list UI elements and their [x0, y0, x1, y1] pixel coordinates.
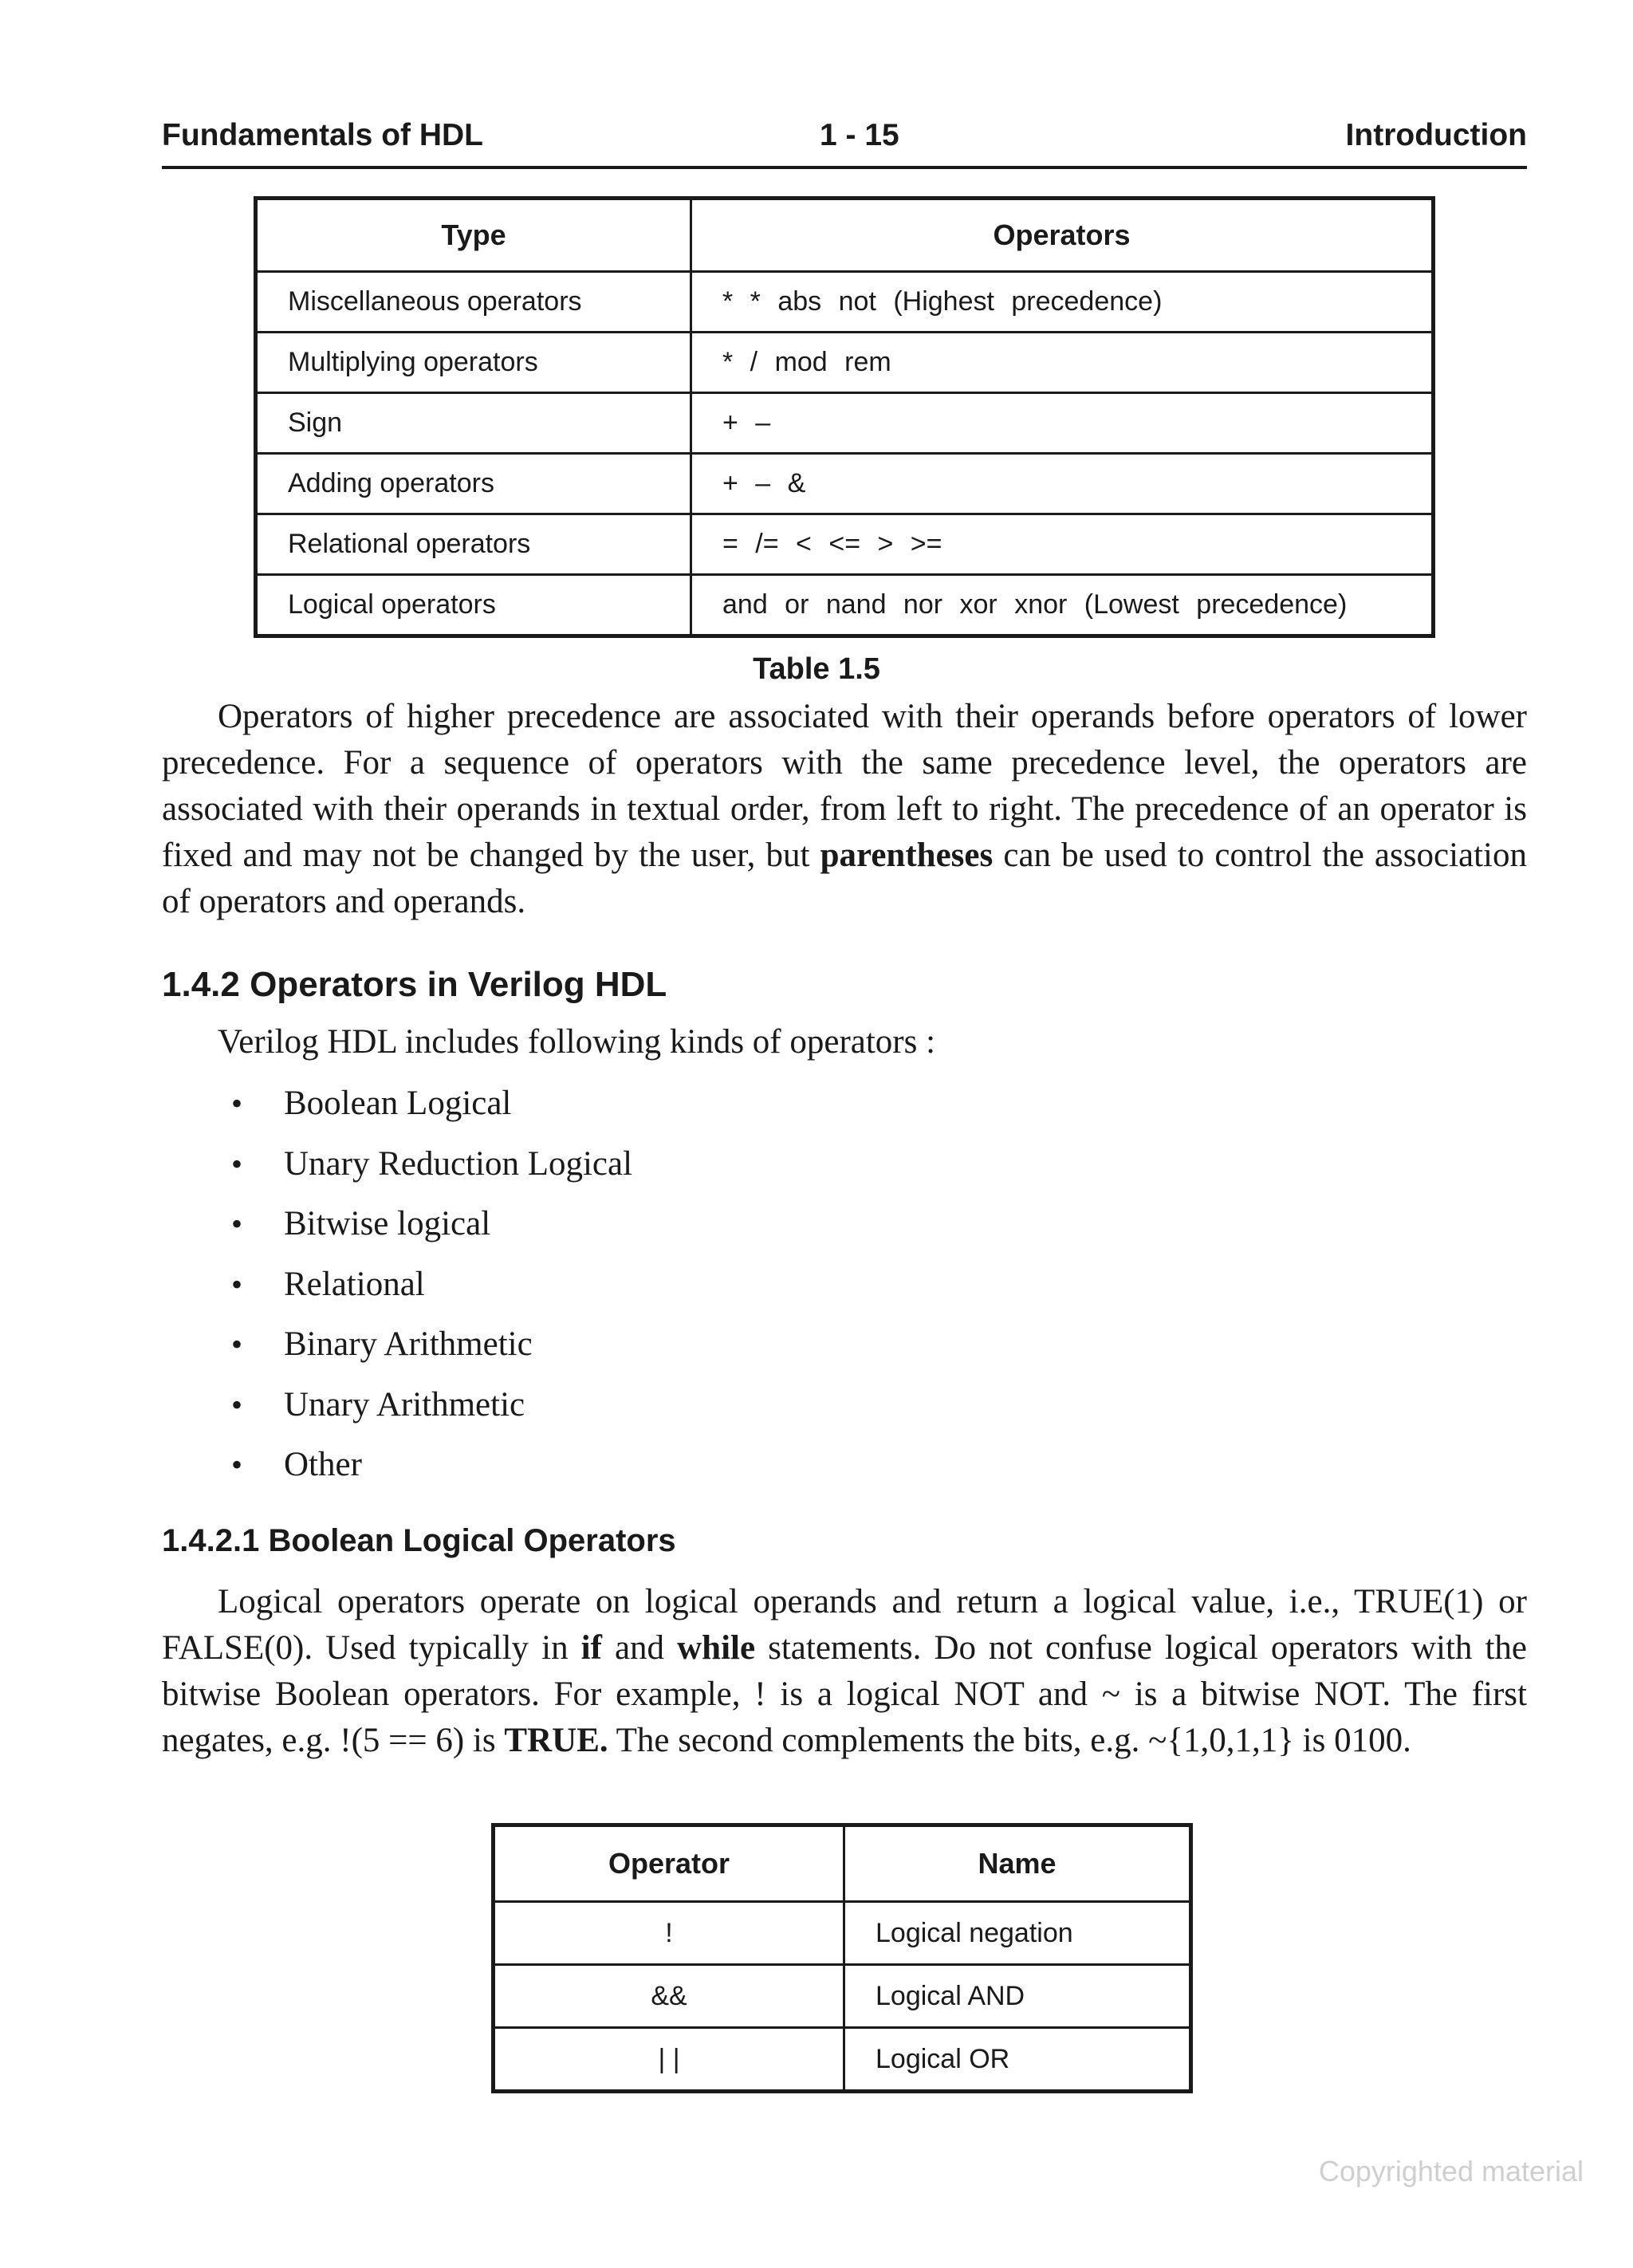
type-cell: Adding operators	[256, 454, 691, 514]
type-cell: Multiplying operators	[256, 333, 691, 393]
paragraph-text: and	[601, 1629, 678, 1667]
operators-cell: + –	[691, 393, 1434, 454]
operators-cell: + – &	[691, 454, 1434, 514]
list-item-label: Bitwise logical	[284, 1205, 491, 1242]
bullet-icon: •	[231, 1206, 243, 1242]
type-cell: Sign	[256, 393, 691, 454]
keyword-true: TRUE.	[504, 1722, 608, 1759]
table-header-row	[256, 199, 1434, 272]
column-header-name: Name	[844, 1825, 1191, 1902]
type-cell: Miscellaneous operators	[256, 272, 691, 333]
column-header-operator: Operator	[494, 1825, 844, 1902]
list-item	[231, 1321, 632, 1382]
table-row	[494, 1902, 1191, 1965]
header-book-title: Fundamentals of HDL	[162, 118, 484, 152]
list-item-label: Binary Arithmetic	[284, 1325, 533, 1363]
table-caption: Table 1.5	[753, 652, 880, 686]
table-row	[494, 2028, 1191, 2092]
column-header-operators: Operators	[691, 199, 1434, 272]
list-item	[231, 1081, 632, 1141]
operator-cell: | |	[494, 2028, 844, 2092]
operator-kinds-list	[231, 1081, 632, 1502]
logical-operators-table	[491, 1823, 1193, 2093]
boolean-operators-paragraph	[162, 1579, 1527, 1764]
table-row	[256, 514, 1434, 575]
operators-cell: and or nand nor xor xnor (Lowest precedence)	[691, 575, 1434, 636]
paragraph-text: The second complements the bits, e.g. ~{1,0,1,1} is 0100.	[608, 1722, 1411, 1759]
paragraph-bold-term: parentheses	[820, 837, 994, 874]
list-item	[231, 1262, 632, 1322]
column-header-type: Type	[256, 199, 691, 272]
type-cell: Relational operators	[256, 514, 691, 575]
list-item-label: Boolean Logical	[284, 1085, 512, 1122]
paragraph-text: statements. Do not confuse logical operators with the bitwise Boolean operators. For example, ! is a logical NOT and ~ is a bitwise NOT. The first negates, e.g. !(5 == 6) is	[162, 1629, 1527, 1759]
table-row	[256, 272, 1434, 333]
operator-cell: !	[494, 1902, 844, 1965]
header-page-number: 1 - 15	[820, 118, 899, 152]
list-item-label: Unary Arithmetic	[284, 1385, 525, 1423]
copyright-watermark: Copyrighted material	[1318, 2155, 1584, 2187]
table-row	[256, 454, 1434, 514]
bullet-icon: •	[231, 1326, 243, 1362]
name-cell: Logical negation	[844, 1902, 1191, 1965]
list-item	[231, 1141, 632, 1202]
precedence-paragraph	[162, 694, 1527, 925]
paragraph-text: Operators of higher precedence are associated with their operands before operators of lower precedence. For a sequence of operators with the same precedence level, the operators are associated with their operands in textual order, from left to right. The precedence of an operator is fixed and may not be changed by the user, but	[162, 698, 1527, 874]
list-item	[231, 1201, 632, 1262]
list-item-label: Relational	[284, 1265, 425, 1303]
bullet-icon: •	[231, 1386, 243, 1423]
page-header	[162, 118, 1527, 163]
list-item-label: Unary Reduction Logical	[284, 1144, 633, 1183]
operators-cell: * / mod rem	[691, 333, 1434, 393]
keyword-if: if	[580, 1629, 602, 1667]
list-item	[231, 1442, 632, 1502]
bullet-icon: •	[231, 1145, 243, 1182]
header-rule	[162, 166, 1527, 169]
table-row	[256, 333, 1434, 393]
precedence-table	[254, 196, 1435, 638]
list-item	[231, 1382, 632, 1443]
table-row	[256, 575, 1434, 636]
keyword-while: while	[677, 1629, 756, 1667]
operators-cell: * * abs not (Highest precedence)	[691, 272, 1434, 333]
bullet-icon: •	[231, 1266, 243, 1302]
operator-cell: &&	[494, 1965, 844, 2028]
subsection-heading: 1.4.2.1 Boolean Logical Operators	[162, 1523, 676, 1558]
paragraph-text: Logical operators operate on logical operands and return a logical value, i.e., TRUE(1) or FALSE(0). Used typically in	[162, 1583, 1527, 1667]
operators-cell: = /= < <= > >=	[691, 514, 1434, 575]
bullet-icon: •	[231, 1085, 243, 1121]
table-header-row	[494, 1825, 1191, 1902]
section-intro: Verilog HDL includes following kinds of operators :	[218, 1023, 936, 1061]
paragraph-text: can be used to control the association of operators and operands.	[162, 837, 1528, 920]
bullet-icon: •	[231, 1447, 243, 1482]
name-cell: Logical OR	[844, 2028, 1191, 2092]
table-row	[256, 393, 1434, 454]
name-cell: Logical AND	[844, 1965, 1191, 2028]
section-heading: 1.4.2 Operators in Verilog HDL	[162, 965, 667, 1004]
table-row	[494, 1965, 1191, 2028]
type-cell: Logical operators	[256, 575, 691, 636]
list-item-label: Other	[284, 1446, 362, 1483]
header-chapter-title: Introduction	[1345, 118, 1527, 152]
